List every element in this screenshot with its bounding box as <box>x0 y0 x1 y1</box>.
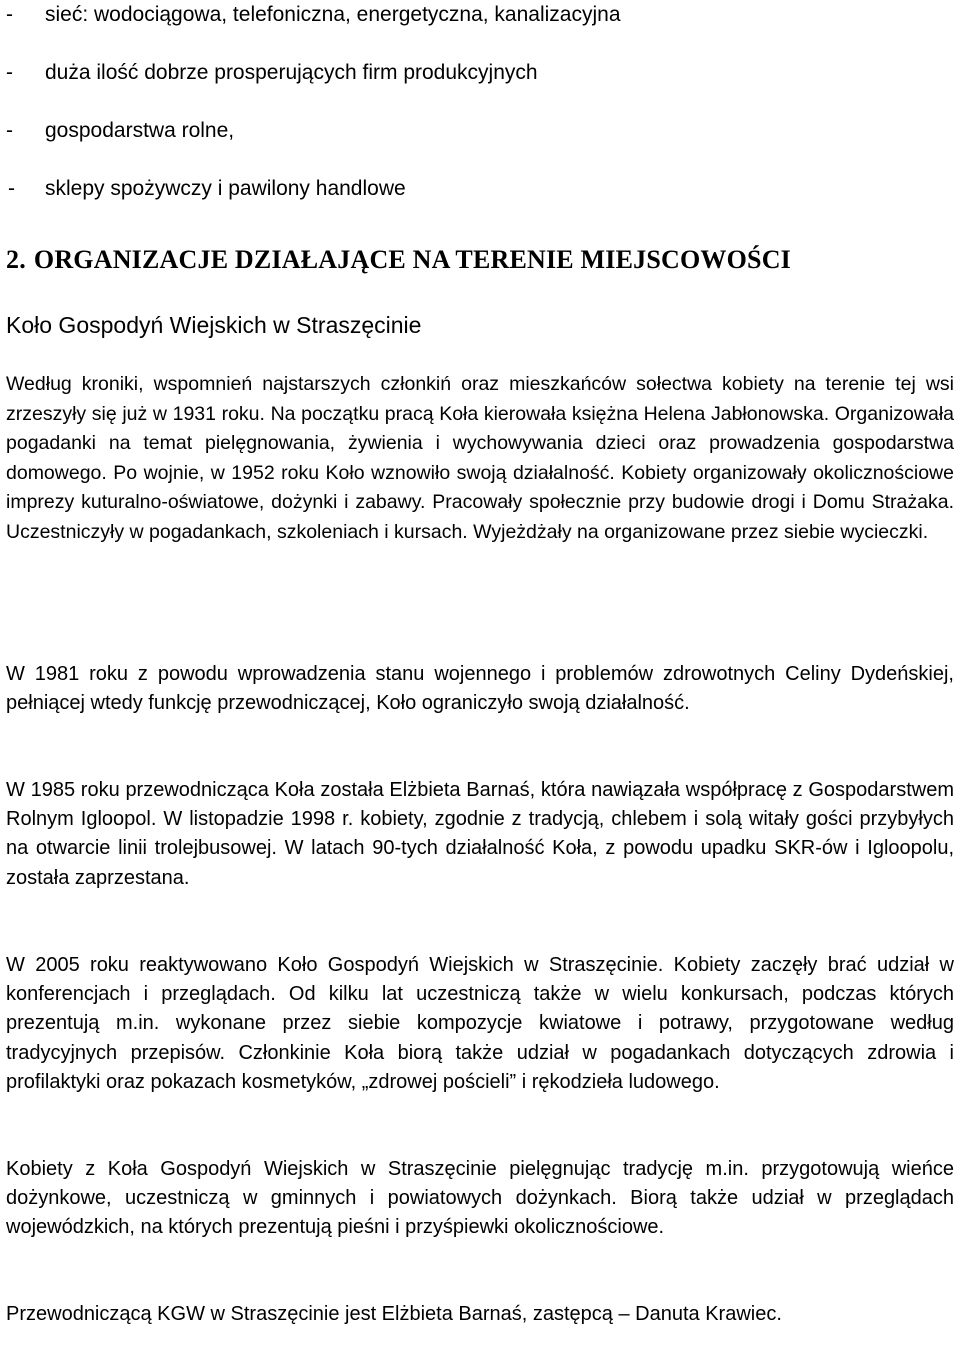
paragraph: Kobiety z Koła Gospodyń Wiejskich w Straszęcinie pielęgnując tradycję m.in. przygotowują wieńce dożynkowe, uczestniczą w gminnych i powiatowych dożynkach. Biorą także udział w przeglądach wojewódzkich, na których prezentują pieśni i przyśpiewki okolicznościowe. <box>6 1158 954 1239</box>
list-item <box>6 116 954 145</box>
list-item-text: sieć: wodociągowa, telefoniczna, energetyczna, kanalizacyjna <box>45 3 621 26</box>
list-item <box>6 58 954 87</box>
list-item <box>6 0 954 29</box>
list-item-text: sklepy spożywczy i pawilony handlowe <box>45 177 406 200</box>
list-item-text: gospodarstwa rolne, <box>45 119 235 142</box>
sub-heading: Koło Gospodyń Wiejskich w Straszęcinie <box>6 312 422 338</box>
section-heading <box>6 243 791 277</box>
paragraph: W 1985 roku przewodnicząca Koła została Elżbieta Barnaś, która nawiązała współpracę z Gospodarstwem Rolnym Igloopol. W listopadzie 1998 r. kobiety, zgodnie z tradycją, chlebem i solą witały gości przybyłych na otwarcie linii trolejbusowej. W latach 90-tych działalność Koła, z powodu upadku SKR-ów i Igloopolu, została zaprzestana. <box>6 779 954 889</box>
list-item-text: duża ilość dobrze prosperujących firm produkcyjnych <box>45 61 538 84</box>
paragraph: Przewodniczącą KGW w Straszęcinie jest Elżbieta Barnaś, zastępcą – Danuta Krawiec. <box>6 1303 782 1325</box>
section-number: 2. <box>6 245 26 274</box>
paragraph: Według kroniki, wspomnień najstarszych członkiń oraz mieszkańców sołectwa kobiety na terenie tej wsi zrzeszyły się już w 1931 roku. Na początku pracą Koła kierowała księżna Helena Jabłonowska. Organizowała pogadanki na temat pielęgnowania, żywienia i wychowywania dzieci oraz prowadzenia gospodarstwa domowego. Po wojnie, w 1952 roku Koło wznowiło swoją działalność. Kobiety organizowały okolicznościowe imprezy kuturalno-oświatowe, dożynki i zabawy. Pracowały społecznie przy budowie drogi i Domu Strażaka. Uczestniczyły w pogadankach, szkoleniach i kursach. Wyjeżdżały na organizowane przez siebie wycieczki. <box>6 373 954 543</box>
list-item <box>6 174 954 203</box>
paragraph: W 2005 roku reaktywowano Koło Gospodyń Wiejskich w Straszęcinie. Kobiety zaczęły brać udział w konferencjach i przeglądach. Od kilku lat uczestniczą także w wielu konkursach, podczas których prezentują m.in. wykonane przez siebie kompozycje kwiatowe i potrawy, przygotowane według tradycyjnych przepisów. Członkinie Koła biorą także udział w pogadankach dotyczących zdrowia i profilaktyki oraz pokazach kosmetyków, „zdrowej pościeli” i rękodzieła ludowego. <box>6 954 954 1093</box>
infrastructure-list <box>6 0 954 203</box>
list-dash: - <box>6 3 13 26</box>
list-dash: - <box>8 177 15 200</box>
list-dash: - <box>6 61 13 84</box>
list-dash: - <box>6 119 13 142</box>
section-title: ORGANIZACJE DZIAŁAJĄCE NA TERENIE MIEJSCOWOŚCI <box>33 245 791 274</box>
paragraph: W 1981 roku z powodu wprowadzenia stanu wojennego i problemów zdrowotnych Celiny Dydeńskiej, pełniącej wtedy funkcję przewodniczącej, Koło ograniczyło swoją działalność. <box>6 663 954 715</box>
